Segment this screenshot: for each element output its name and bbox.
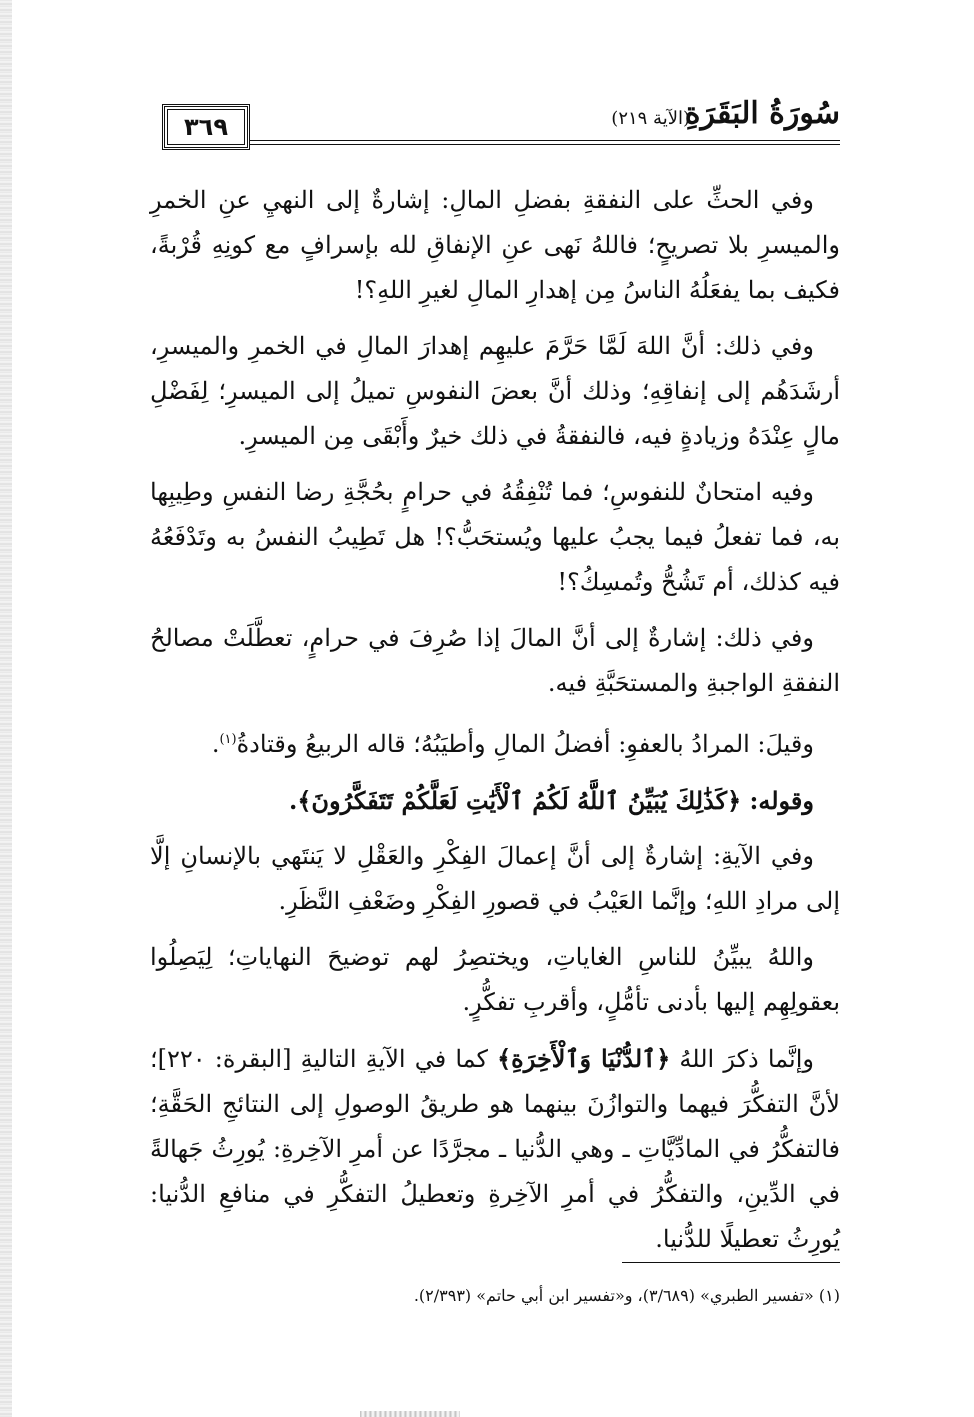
page-body — [150, 178, 840, 1273]
last-part1: وإنَّما ذكرَ اللهُ — [670, 1045, 814, 1073]
footnote-rule — [622, 1262, 840, 1263]
page-number: ٣٦٩ — [167, 109, 245, 145]
quran-verse: ﴿كَذَٰلِكَ يُبَيِّنُ ٱللَّهُ لَكُمُ ٱلْأَيَٰتِ لَعَلَّكُمْ تَتَفَكَّرُونَ﴾ — [297, 786, 742, 815]
footnote-marker: (١) — [219, 732, 237, 747]
quran-verse-line — [150, 778, 840, 823]
paragraph: وفي الحثِّ على النفقةِ بفضلِ المالِ: إشارةٌ إلى النهيِ عنِ الخمرِ والميسرِ بلا تصريحٍ؛ فاللهُ نَهى عنِ الإنفاقِ لله بإسرافٍ مع كونِهِ قُرْبةً، فكيف بما يفعَلُهُ الناسُ مِن إهدارِ المالِ لغيرِ اللهِ؟! — [150, 186, 840, 304]
page-number-box — [162, 104, 250, 150]
header-rule — [250, 140, 840, 145]
page-header — [150, 96, 840, 158]
paragraph: وفيه امتحانٌ للنفوسِ؛ فما تُنْفِقُهُ في حرامٍ بحُجَّةِ رضا النفسِ وطِيبِها به، فما تفعلُ فيما يجبُ عليها ويُستحَبُّ؟! هل تَطِيبُ النفسُ به وتَدْفَعُهُ فيه كذلك، أم تَشُحُّ وتُمسِكُ؟! — [150, 478, 840, 596]
quran-verse-inline: ﴿ٱلدُّنْيَا وَٱلْأَخِرَةِ﴾ — [497, 1044, 671, 1073]
quran-prefix: وقوله: — [741, 786, 814, 815]
qila-paragraph — [150, 717, 840, 767]
paragraph: وفي الآيةِ: إشارةٌ إلى أنَّ إعمالَ الفِكْرِ والعَقْلِ لا يَنتَهي بالإنسانِ إلَّا إلى مرادِ اللهِ؛ وإنَّما العَيْبُ في قصورِ الفِكْرِ وضَعْفِ النَّظَرِ. — [150, 842, 840, 915]
footnote: (١) «تفسير الطبري» (٣/٦٨٩)، و«تفسير ابن أبي حاتم» (٢/٣٩٣). — [413, 1286, 840, 1305]
qila-text: وقيلَ: المرادُ بالعفوِ: أفضلُ المالِ وأطيَبُهُ؛ قاله الربيعُ وقتادةُ — [236, 730, 814, 758]
scan-bottom-noise — [360, 1411, 460, 1417]
paragraph: وفي ذلك: أنَّ اللهَ لَمَّا حَرَّمَ عليهِم إهدارَ المالِ في الخمرِ والميسرِ، أرشَدَهُم إلى إنفاقِهِ؛ وذلك أنَّ بعضَ النفوسِ تميلُ إلى الميسرِ؛ لِفَضْلِ مالٍ عِنْدَهُ وزيادةٍ فيه، فالنفقةُ في ذلك خيرٌ وأَبْقَى مِن الميسرِ. — [150, 332, 840, 450]
paragraph: وفي ذلك: إشارةٌ إلى أنَّ المالَ إذا صُرِفَ في حرامٍ، تعطَّلَتْ مصالحُ النفقةِ الواجبةِ والمستحَبَّةِ فيه. — [150, 624, 840, 697]
qila-end: . — [211, 730, 220, 758]
verse-reference: (الآية ٢١٩) — [611, 108, 690, 129]
last-paragraph — [150, 1036, 840, 1262]
paragraph: واللهُ يبيِّنُ للناسِ الغاياتِ، ويختصِرُ لهم توضيحَ النهاياتِ؛ لِيَصِلُوا بعقولِهِم إليها بأدنى تأمُّلٍ، وأقربِ تفكُّرٍ. — [150, 943, 840, 1016]
last-part2: كما في الآيةِ التاليةِ [البقرة: ٢٢٠]؛ لأنَّ التفكُّرَ فيهما والتوازُنَ بينهما هو طريقُ الوصولِ إلى النتائجِ الحَقَّةِ؛ فالتفكُّرُ في المادِّيَّاتِ ـ وهي الدُّنيا ـ مجرَّدًا عن أمرِ الآخِرةِ: يُورِثُ جَهالةً في الدِّينِ، والتفكُّرُ في أمرِ الآخِرةِ وتعطيلُ التفكُّرِ في منافعِ الدُّنيا: يُورِثُ تعطيلًا للدُّنيا. — [150, 1045, 840, 1253]
quran-end: . — [288, 786, 298, 815]
scan-edge-noise — [0, 0, 12, 1417]
surah-title: سُورَةُ البَقَرَةِ — [684, 96, 840, 131]
